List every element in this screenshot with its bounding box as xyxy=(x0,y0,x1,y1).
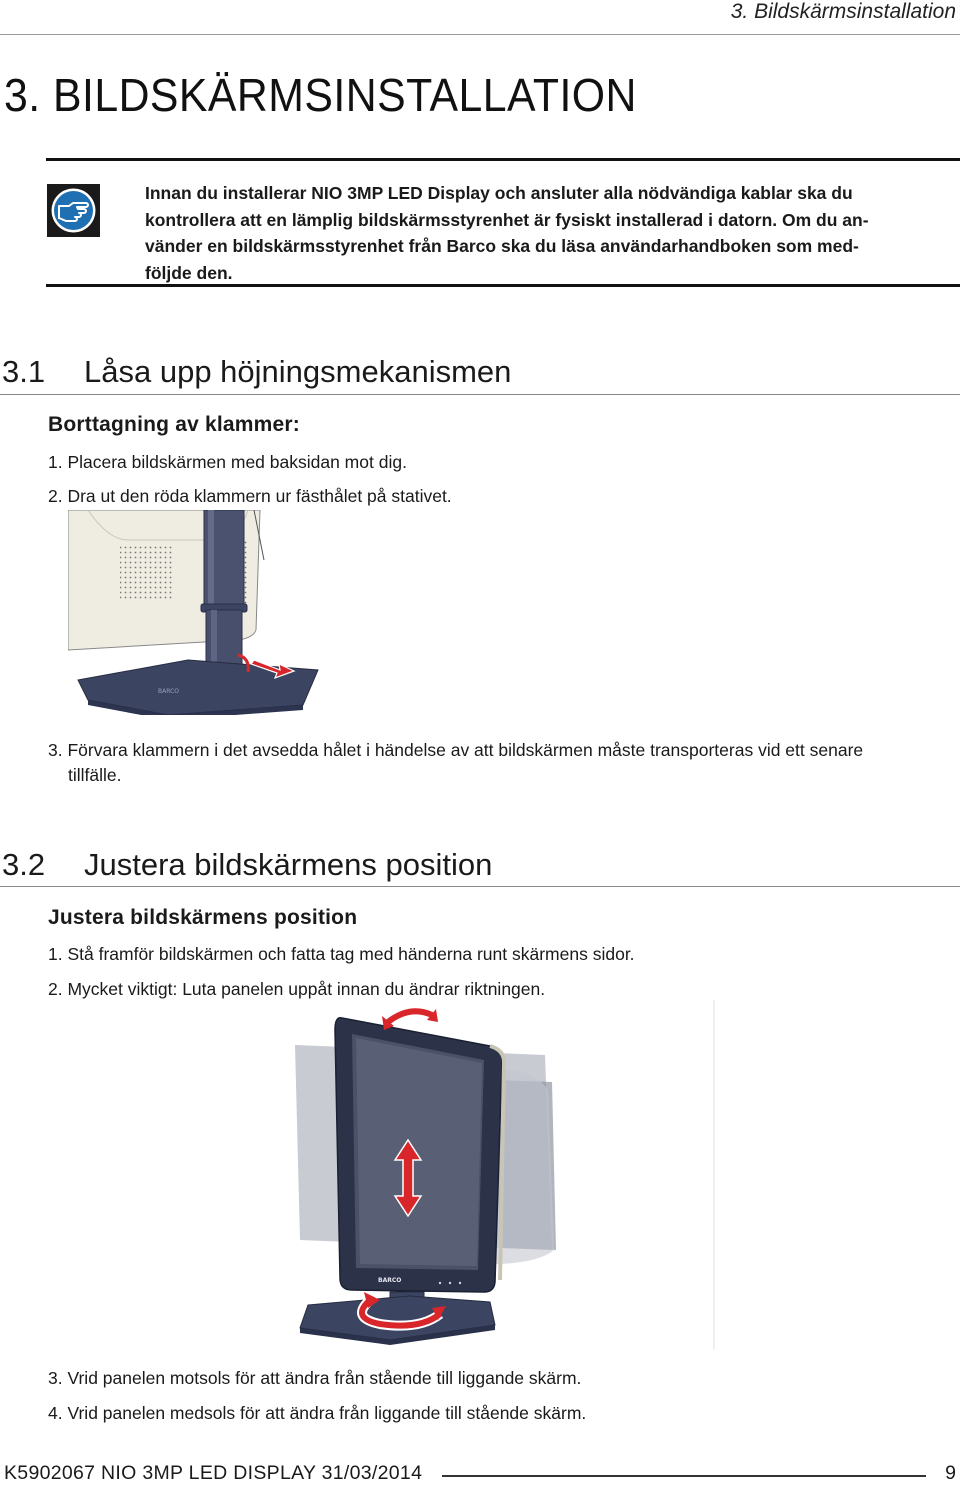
figure-label: BARCO xyxy=(158,688,180,695)
stand-clip-figure xyxy=(68,510,330,715)
note-line: Innan du installerar NIO 3MP LED Display och ansluter alla nödvändiga kablar ska du xyxy=(145,183,853,203)
subheading-clip-removal: Borttagning av klammer: xyxy=(48,413,300,436)
step-1: 1. Stå framför bildskärmen och fatta tag med händerna runt skärmens sidor. xyxy=(48,944,635,964)
subheading-adjust-position: Justera bildskärmens position xyxy=(48,906,358,929)
monitor-rotation-figure xyxy=(290,1000,720,1355)
section-3-1-title xyxy=(2,354,511,390)
chapter-title-text: BILDSKÄRMSINSTALLATION xyxy=(52,69,637,121)
note-top-rule xyxy=(46,158,960,161)
note-line: vänder en bildskärmsstyrenhet från Barco ska du läsa användarhandboken som med- xyxy=(145,236,859,256)
step-3-line2: tillfälle. xyxy=(68,765,122,785)
header-divider xyxy=(0,34,960,35)
section-title-text: Justera bildskärmens position xyxy=(84,847,493,882)
step-1: 1. Placera bildskärmen med baksidan mot dig. xyxy=(48,452,407,472)
section-3-2-title xyxy=(2,847,492,883)
step-3-line1: 3. Förvara klammern i det avsedda hålet i händelse av att bildskärmen måste transporteras vid ett senare xyxy=(48,740,864,760)
step-3 xyxy=(48,738,960,788)
footer-doc-info: K5902067 NIO 3MP LED DISPLAY 31/03/2014 xyxy=(4,1462,423,1484)
chapter-number: 3. xyxy=(4,69,41,121)
note-line: kontrollera att en lämplig bildskärmsstyrenhet är fysiskt installerad i datorn. Om du an- xyxy=(145,209,869,230)
step-2: 2. Dra ut den röda klammern ur fästhålet på stativet. xyxy=(48,486,452,506)
section-divider xyxy=(0,394,960,395)
running-header: 3. Bildskärmsinstallation xyxy=(730,0,956,23)
step-4: 4. Vrid panelen medsols för att ändra från liggande till stående skärm. xyxy=(48,1403,587,1423)
chapter-title xyxy=(4,68,637,122)
note-line: följde den. xyxy=(145,262,233,283)
page-number: 9 xyxy=(945,1462,956,1484)
footer-divider xyxy=(442,1475,926,1477)
section-title-text: Låsa upp höjningsmekanismen xyxy=(84,354,512,389)
section-divider xyxy=(0,886,960,887)
step-2: 2. Mycket viktigt: Luta panelen uppåt innan du ändrar riktningen. xyxy=(48,979,546,999)
note-bottom-rule xyxy=(46,284,960,287)
step-3: 3. Vrid panelen motsols för att ändra från stående till liggande skärm. xyxy=(48,1368,582,1388)
pointing-hand-icon xyxy=(47,184,100,237)
section-number: 3.2 xyxy=(2,847,46,882)
figure-brand: BARCO xyxy=(378,1277,402,1284)
section-number: 3.1 xyxy=(2,354,46,389)
note-text xyxy=(145,180,959,286)
